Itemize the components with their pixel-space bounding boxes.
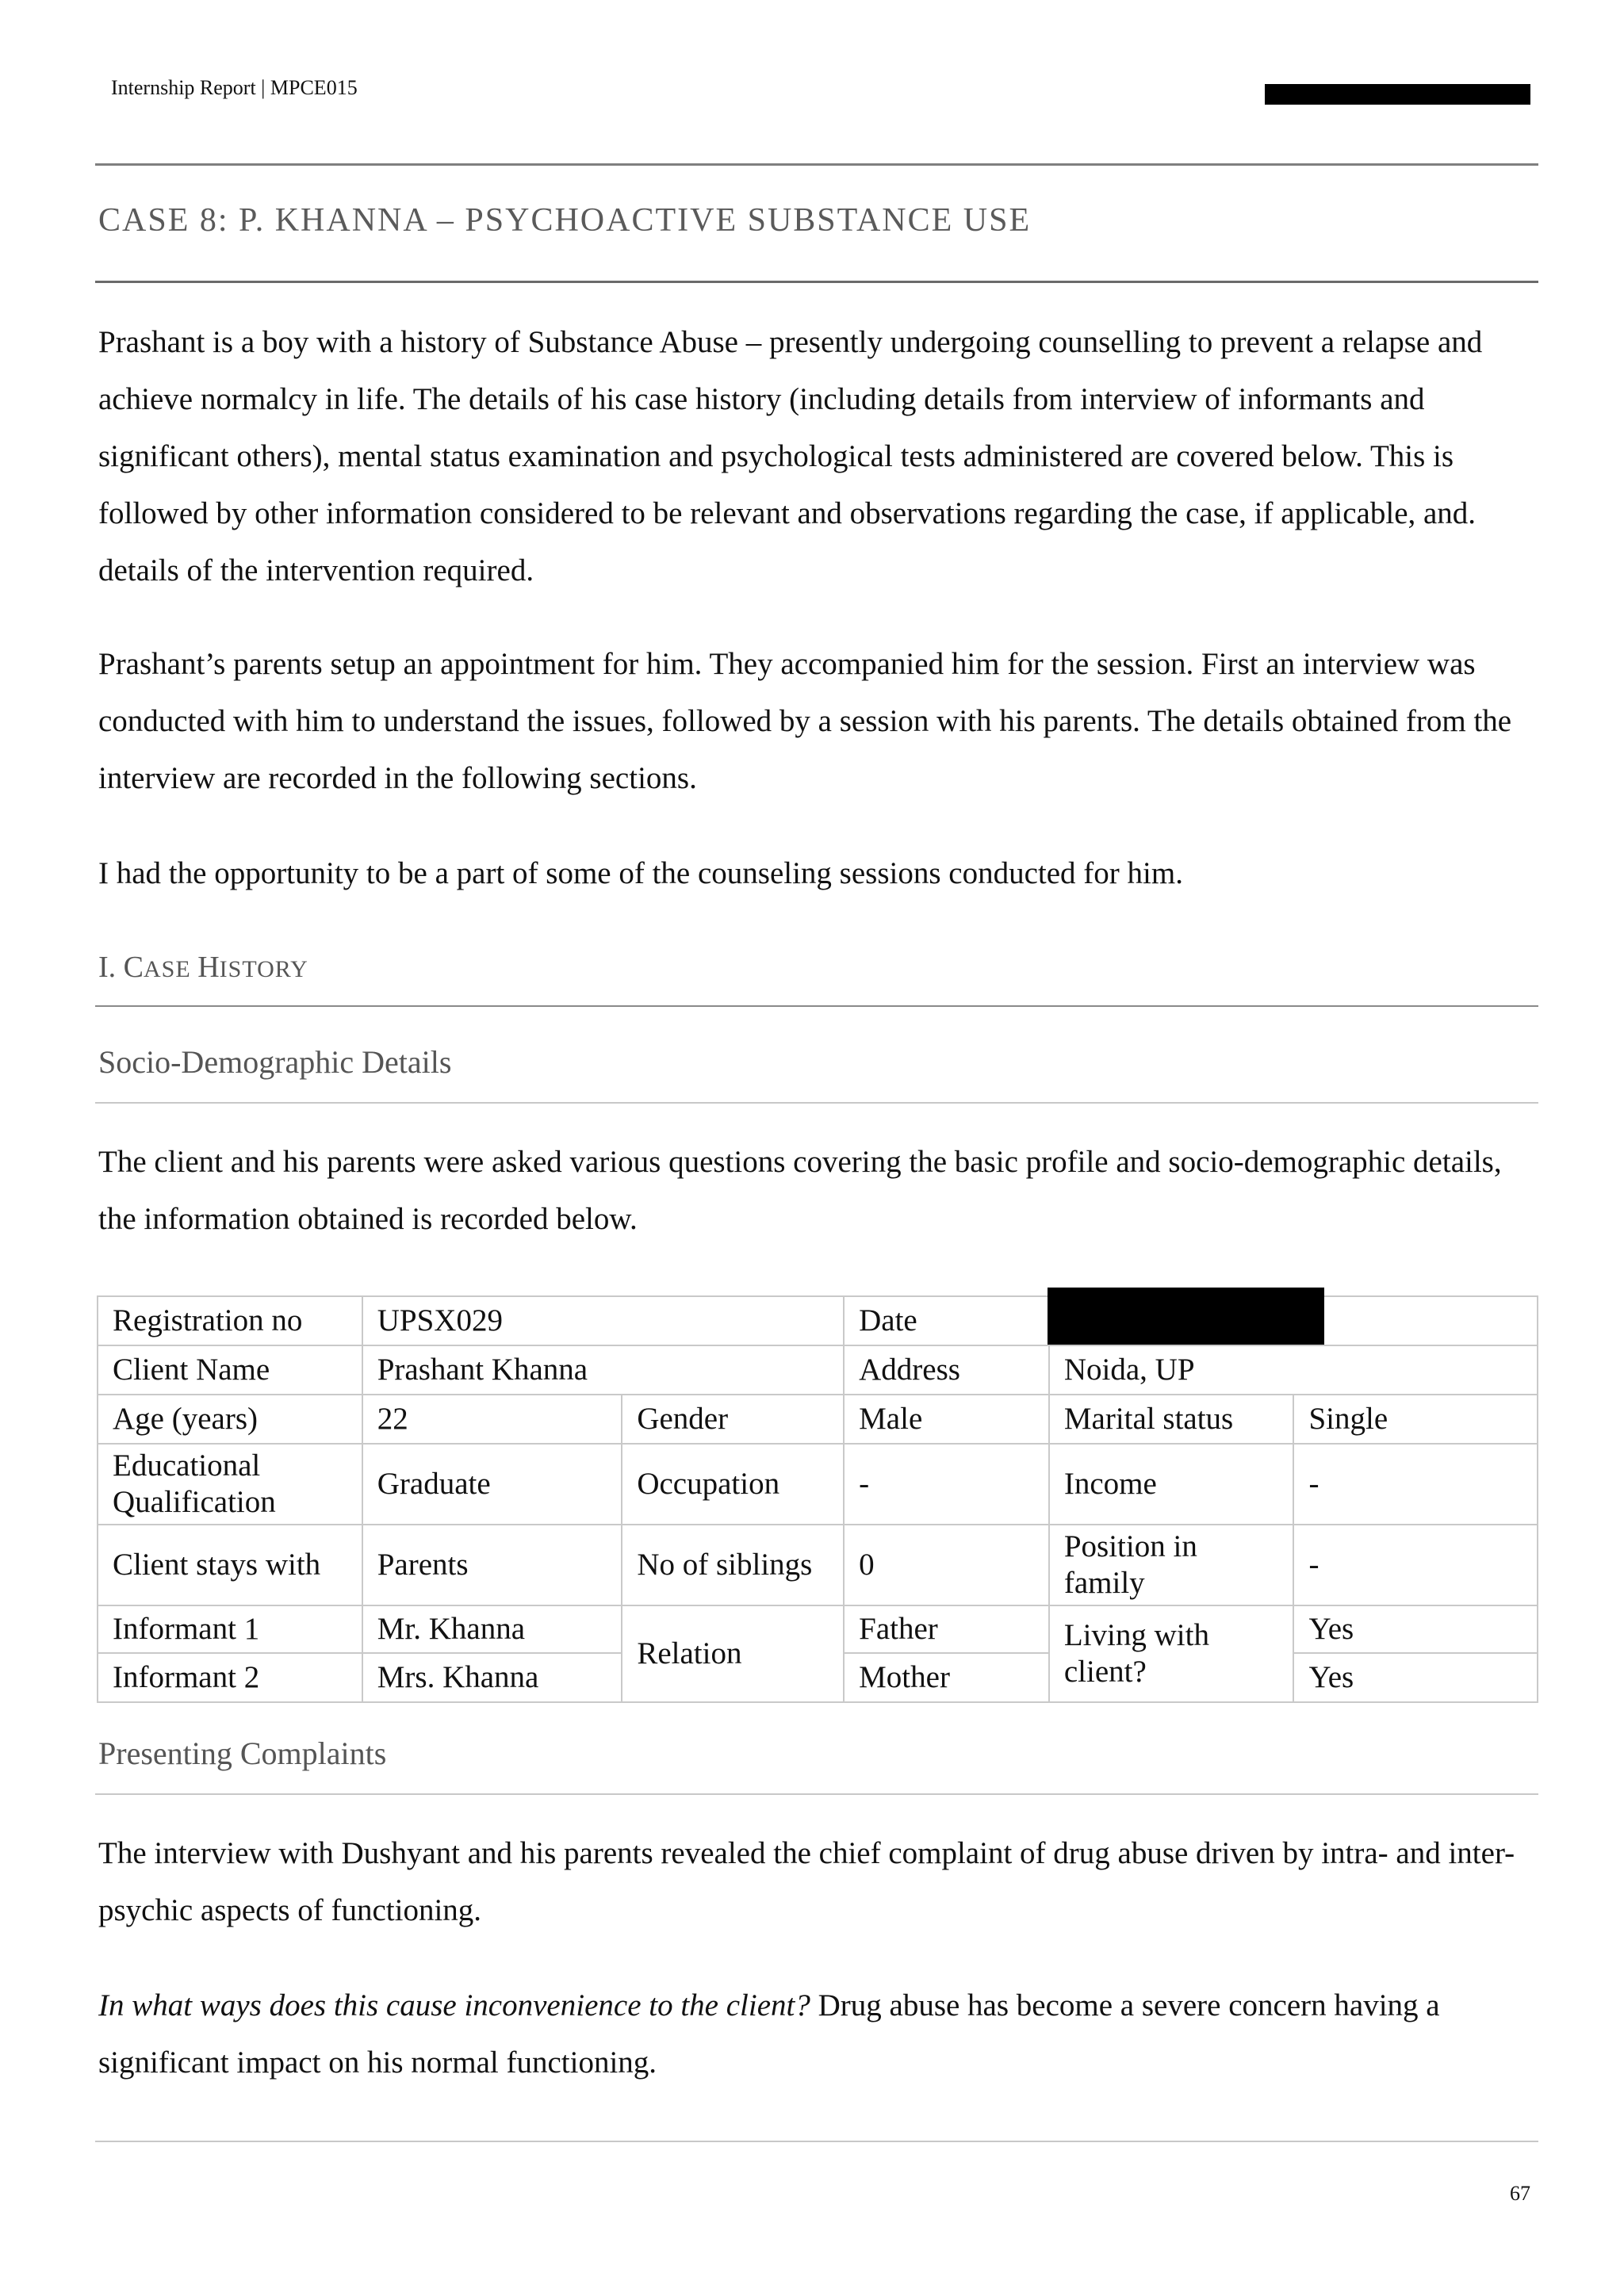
subheading-presenting-complaints: Presenting Complaints [98, 1735, 387, 1771]
table-row [98, 1444, 1538, 1525]
table-cell: No of siblings [622, 1525, 844, 1605]
table-cell: Yes [1293, 1653, 1538, 1702]
table-cell: Mrs. Khanna [362, 1653, 622, 1702]
table-cell: - [1293, 1525, 1538, 1605]
redaction-bar [1265, 84, 1530, 105]
section-heading-part: I. C [98, 951, 144, 984]
table-cell: Mother [844, 1653, 1049, 1702]
table-cell: Address [844, 1345, 1049, 1395]
section-divider [95, 1005, 1538, 1007]
footer-divider [95, 2141, 1538, 2142]
table-cell: Graduate [362, 1444, 622, 1525]
running-head: Internship Report | MPCE015 [111, 76, 358, 99]
table-cell: Registration no [98, 1296, 362, 1345]
table-cell: Male [844, 1395, 1049, 1444]
table-cell: Position in family [1049, 1525, 1294, 1605]
question-text: In what ways does this cause inconvenience to the client? [98, 1988, 810, 2022]
page-number: 67 [1510, 2182, 1530, 2205]
table-cell: Client Name [98, 1345, 362, 1395]
table-cell: Mr. Khanna [362, 1605, 622, 1653]
table-cell: Marital status [1049, 1395, 1294, 1444]
table-cell: Father [844, 1605, 1049, 1653]
table-cell: Relation [622, 1605, 844, 1702]
complaints-question-paragraph [98, 1977, 1526, 2091]
complaints-paragraph: The interview with Dushyant and his parents revealed the chief complaint of drug abuse driven by intra- and inter- psychic aspects of functioning. [98, 1836, 1515, 1927]
case-title: CASE 8: P. KHANNA – PSYCHOACTIVE SUBSTANCE USE [98, 202, 1032, 239]
table-cell: Informant 1 [98, 1605, 362, 1653]
table-row [98, 1605, 1538, 1653]
subheading-socio-demographic: Socio-Demographic Details [98, 1044, 452, 1080]
answer-text: Drug abuse has become a severe concern having a significant impact on his normal functioning. [98, 1988, 1440, 2080]
table-cell: Parents [362, 1525, 622, 1605]
table-cell: 0 [844, 1525, 1049, 1605]
socio-demographic-table [97, 1295, 1538, 1703]
intro-paragraph-2: Prashant’s parents setup an appointment for him. They accompanied him for the session. First an interview was conducted with him to understand the issues, followed by a session with his parents. The details obtained from the interview are recorded in the following sections. [98, 647, 1512, 795]
table-cell: - [1293, 1444, 1538, 1525]
socio-paragraph: The client and his parents were asked various questions covering the basic profile and socio-demographic details, the information obtained is recorded below. [98, 1145, 1502, 1236]
header-divider [95, 163, 1538, 166]
redaction-bar [1048, 1288, 1324, 1345]
table-cell: Educational Qualification [98, 1444, 362, 1525]
section-heading-case-history [98, 950, 308, 985]
intro-paragraph-3: I had the opportunity to be a part of some of the counseling sessions conducted for him. [98, 856, 1183, 890]
section-heading-part: ISTORY [219, 956, 308, 982]
table-cell: Occupation [622, 1444, 844, 1525]
intro-paragraph-1: Prashant is a boy with a history of Substance Abuse – presently undergoing counselling to prevent a relapse and achieve normalcy in life. The details of his case history (including details from interview of informants and significant others), mental status examination and psychological tests administered are covered below. This is followed by other information considered to be relevant and observations regarding the case, if applicable, and. details of the intervention required. [98, 325, 1483, 587]
subsection-divider [95, 1793, 1538, 1795]
table-cell: Gender [622, 1395, 844, 1444]
subsection-divider [95, 1102, 1538, 1104]
table-cell: Informant 2 [98, 1653, 362, 1702]
table-cell: Living with client? [1049, 1605, 1294, 1702]
table-row [98, 1525, 1538, 1605]
table-cell: Noida, UP [1049, 1345, 1538, 1395]
table-cell: - [844, 1444, 1049, 1525]
table-cell: Date [844, 1296, 1049, 1345]
table-cell: 22 [362, 1395, 622, 1444]
table-row [98, 1395, 1538, 1444]
table-cell: Income [1049, 1444, 1294, 1525]
table-cell: Single [1293, 1395, 1538, 1444]
title-divider [95, 281, 1538, 283]
table-cell: Yes [1293, 1605, 1538, 1653]
section-heading-part: ASE [144, 956, 198, 982]
table-cell: Age (years) [98, 1395, 362, 1444]
section-heading-part: H [197, 951, 220, 984]
table-cell: Prashant Khanna [362, 1345, 844, 1395]
table-row [98, 1345, 1538, 1395]
table-cell: Client stays with [98, 1525, 362, 1605]
table-cell: UPSX029 [362, 1296, 844, 1345]
